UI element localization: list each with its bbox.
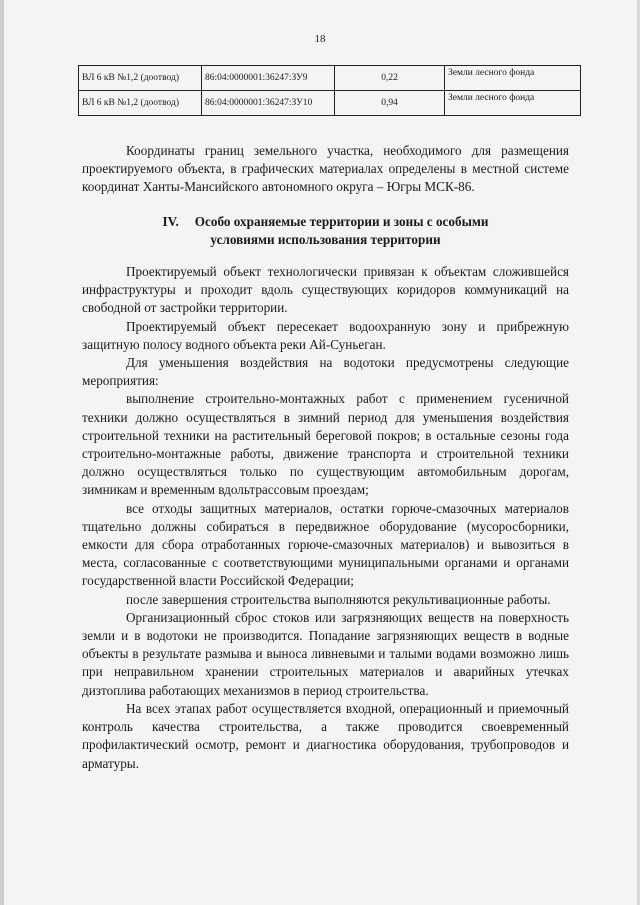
paragraph: Проектируемый объект пересекает водоохранную зону и прибрежную защитную полосу водного объекта реки Ай-Суньеган. (82, 318, 569, 352)
table-cell-cadastral-number: 86:04:0000001:36247:ЗУ9 (202, 66, 335, 91)
table-cell-land-category: Земли лесного фонда (445, 91, 581, 116)
table-cell-area: 0,94 (335, 91, 445, 116)
section-heading (82, 213, 569, 249)
scan-edge-left (0, 0, 4, 905)
paragraph: Проектируемый объект технологически привязан к объектам сложившейся инфраструктуры и проходит вдоль существующих коридоров коммуникаций на свободной от застройки территории. (82, 264, 569, 316)
table-cell-cadastral-number: 86:04:0000001:36247:ЗУ10 (202, 91, 335, 116)
paragraph: На всех этапах работ осуществляется входной, операционный и приемочный контроль качества строительства, а также проводится своевременный профилактический осмотр, ремонт и диагностика оборудования, трубопроводов и арматуры. (82, 700, 569, 771)
paragraph: Организационный сброс стоков или загрязняющих веществ на поверхность земли и в водотоки не производится. Попадание загрязняющих веществ в водные объекты в результате размыва и выноса ливневыми и талыми водами возможно лишь при неправильном хранении строительных материалов и аварийных утечках дизтоплива работающих механизмов в период строительства. (82, 609, 569, 698)
land-parcels-table (78, 65, 581, 116)
section-title-line2: условиями использования территории (210, 231, 441, 247)
table-cell-land-category: Земли лесного фонда (445, 66, 581, 91)
table-cell-object: ВЛ 6 кВ №1,2 (доотвод) (79, 66, 202, 91)
list-item: выполнение строительно-монтажных работ с применением гусеничной техники должно осуществляться в зимний период для уменьшения воздействия строительной техники на растительный береговой покров; в остальные сезоны года строительно-монтажные работы, движение транспорта и строительной техники должно осуществляться только по существующим автомобильным дорогам, зимникам и временным вдольтрассовым проездам; (82, 391, 569, 498)
section-title-line1: Особо охраняемые территории и зоны с особыми (194, 213, 489, 229)
intro-paragraph: Координаты границ земельного участка, необходимого для размещения проектируемого объекта, в графических материалах определены в местной системе координат Ханты-Мансийского автономного округа – Югры МСК-86. (82, 143, 569, 195)
paragraph: Для уменьшения воздействия на водотоки предусмотрены следующие мероприятия: (82, 355, 569, 389)
table-row (79, 66, 581, 91)
table-row (79, 91, 581, 116)
list-item: после завершения строительства выполняются рекультивационные работы. (126, 591, 551, 607)
page-number: 18 (314, 33, 326, 45)
table-cell-object: ВЛ 6 кВ №1,2 (доотвод) (79, 91, 202, 116)
section-number: IV. (162, 213, 179, 229)
table-cell-area: 0,22 (335, 66, 445, 91)
list-item: все отходы защитных материалов, остатки горюче-смазочных материалов тщательно должны собираться в передвижное оборудование (мусоросборники, емкости для сбора отработанных горюче-смазочных материалов) и вывозиться в места, согласованные с соответствующими муниципальными органами и органами государственной власти Российской Федерации; (82, 500, 569, 589)
document-body (82, 142, 569, 773)
